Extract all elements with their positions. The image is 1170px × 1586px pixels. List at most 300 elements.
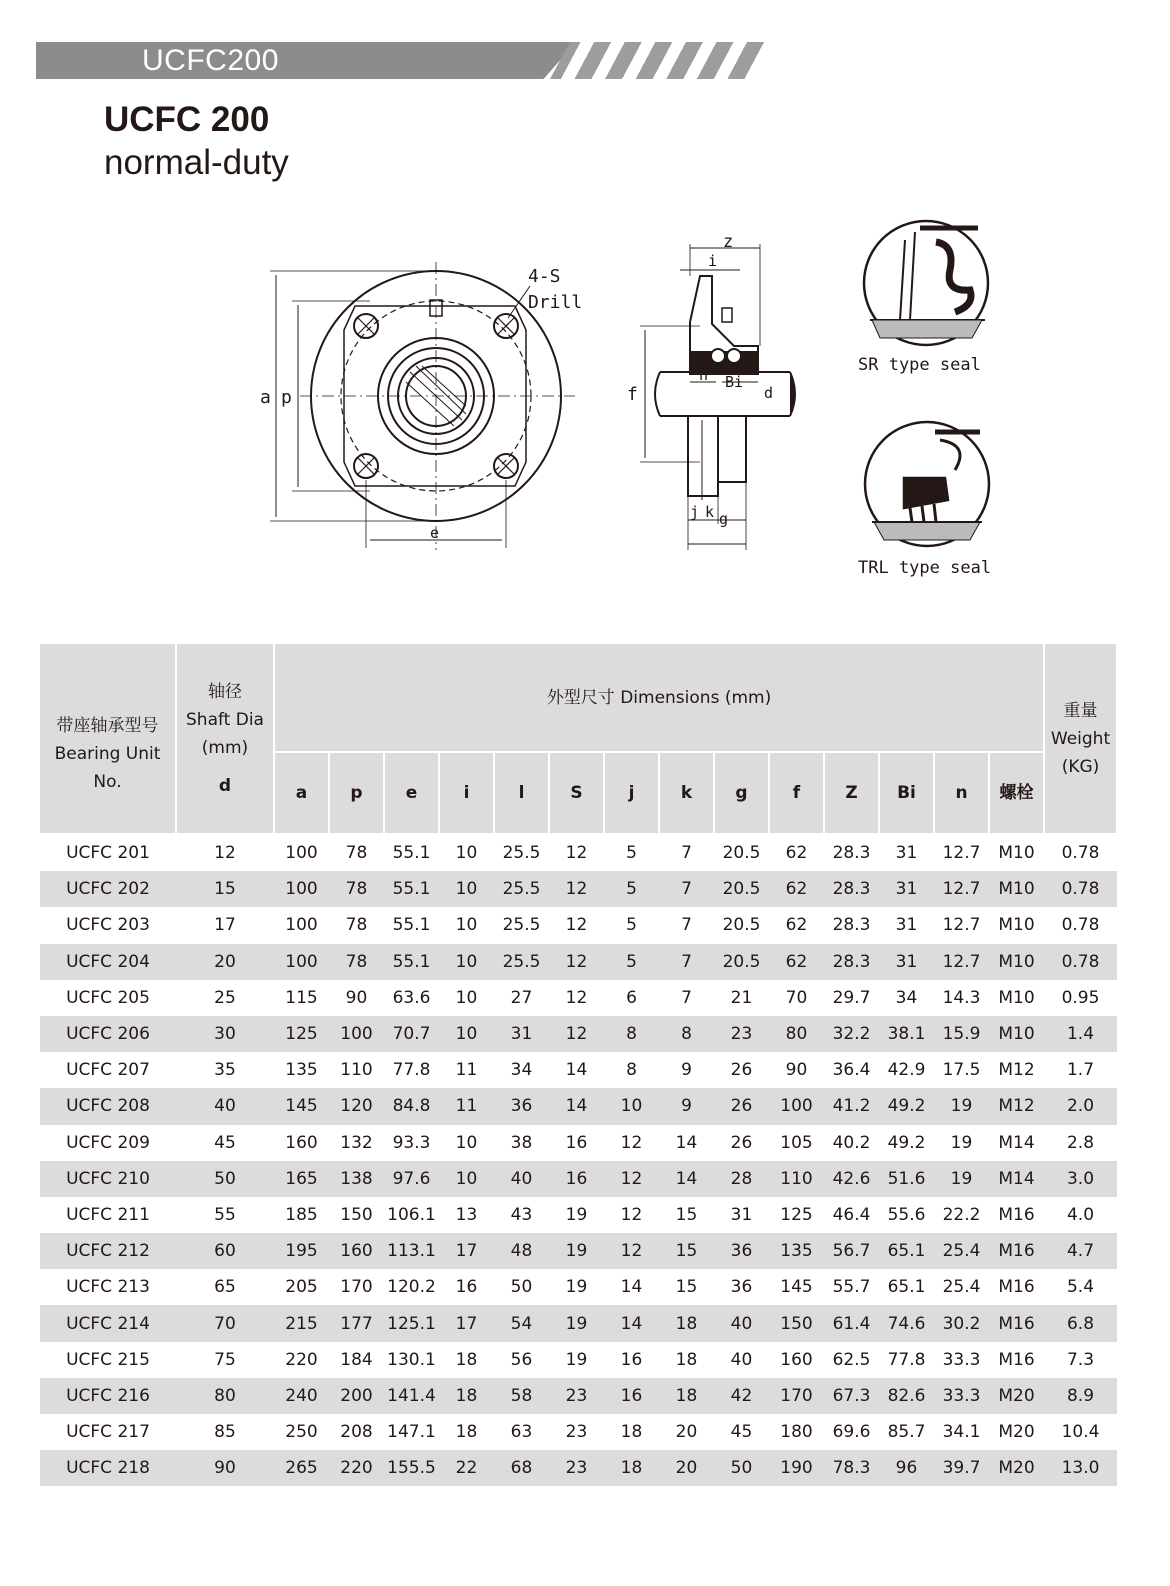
table-cell: 20.5 xyxy=(714,944,769,980)
table-cell: 36 xyxy=(730,1277,753,1298)
table-cell: 125.1 xyxy=(384,1305,439,1341)
table-cell: 45 xyxy=(214,1132,236,1153)
table-cell: 220 xyxy=(329,1450,384,1486)
table-cell: 35 xyxy=(214,1060,236,1081)
table-cell: 16 xyxy=(565,1132,588,1153)
dim-drill: Drill xyxy=(528,292,583,313)
table-cell: 1.4 xyxy=(1044,1016,1117,1052)
table-cell: 40 xyxy=(494,1161,549,1197)
table-row xyxy=(40,1233,1117,1269)
table-cell: 12 xyxy=(565,987,588,1008)
table-cell: 115 xyxy=(285,987,318,1008)
table-cell: 50 xyxy=(510,1277,533,1298)
section-banner-label: UCFC200 xyxy=(142,44,279,77)
table-row xyxy=(40,1125,1117,1161)
table-cell: 5 xyxy=(604,871,659,907)
table-cell: 31 xyxy=(879,944,934,980)
table-cell: 177 xyxy=(329,1305,384,1341)
table-cell: 20 xyxy=(659,1450,714,1486)
table-cell: 7 xyxy=(681,987,692,1008)
table-cell: 14 xyxy=(659,1161,714,1197)
table-cell: 10 xyxy=(439,1016,494,1052)
table-cell: 13 xyxy=(455,1204,478,1225)
table-cell-model: UCFC 206 xyxy=(40,1016,176,1052)
trl-seal-detail xyxy=(865,422,989,546)
table-cell: 2.0 xyxy=(1044,1088,1117,1124)
table-cell: 55.7 xyxy=(832,1277,871,1298)
table-cell: 208 xyxy=(340,1422,373,1443)
table-cell: 10.4 xyxy=(1061,1422,1100,1443)
table-cell: 43 xyxy=(510,1204,533,1225)
table-cell: 100 xyxy=(329,1016,384,1052)
dim-k: k xyxy=(705,503,715,521)
table-cell: 6.8 xyxy=(1044,1305,1117,1341)
table-row xyxy=(40,980,1117,1016)
table-cell-model: UCFC 202 xyxy=(40,871,176,907)
table-cell-model: UCFC 208 xyxy=(40,1088,176,1124)
table-cell: 41.2 xyxy=(824,1088,879,1124)
table-cell: 7 xyxy=(659,871,714,907)
table-cell: 190 xyxy=(769,1450,824,1486)
header-col: e xyxy=(384,752,439,834)
header-col: g xyxy=(714,752,769,834)
table-cell: 62 xyxy=(785,915,808,936)
table-cell: 5.4 xyxy=(1066,1277,1095,1298)
table-cell: 26 xyxy=(730,1060,753,1081)
table-cell: 150 xyxy=(769,1305,824,1341)
table-cell: 30 xyxy=(176,1016,274,1052)
table-cell: 33.3 xyxy=(934,1378,989,1414)
table-cell: 18 xyxy=(659,1305,714,1341)
dim-holes: 4-S xyxy=(528,266,561,287)
table-cell: 51.6 xyxy=(879,1161,934,1197)
table-cell: 7 xyxy=(681,843,692,864)
table-cell: 19 xyxy=(934,1088,989,1124)
header-weight xyxy=(1044,644,1117,834)
table-row xyxy=(40,871,1117,907)
table-cell: 18 xyxy=(659,1378,714,1414)
table-cell: 10 xyxy=(604,1088,659,1124)
table-cell: 13.0 xyxy=(1044,1450,1117,1486)
table-cell: 65.1 xyxy=(879,1233,934,1269)
dimensions-table xyxy=(40,644,1118,1486)
table-cell: 36.4 xyxy=(832,1060,871,1081)
table-cell: 31 xyxy=(895,843,918,864)
table-cell: 39.7 xyxy=(934,1450,989,1486)
table-cell: 38 xyxy=(510,1132,533,1153)
table-cell: 100 xyxy=(274,944,329,980)
table-cell: 60 xyxy=(176,1233,274,1269)
table-cell: 54 xyxy=(494,1305,549,1341)
table-cell: 18 xyxy=(455,1349,478,1370)
table-cell: 9 xyxy=(681,1060,692,1081)
sr-seal-label: SR type seal xyxy=(858,355,981,375)
header-col: p xyxy=(329,752,384,834)
table-cell: 170 xyxy=(769,1378,824,1414)
table-cell: 22.2 xyxy=(942,1204,981,1225)
trl-seal-label: TRL type seal xyxy=(858,558,992,578)
table-row xyxy=(40,1378,1117,1414)
header-col: 螺栓 xyxy=(989,752,1044,834)
table-cell: 250 xyxy=(285,1422,318,1443)
table-cell: 29.7 xyxy=(832,987,871,1008)
table-cell: 25.5 xyxy=(494,871,549,907)
table-row xyxy=(40,1161,1117,1197)
table-cell: 61.4 xyxy=(824,1305,879,1341)
table-cell: 70.7 xyxy=(384,1016,439,1052)
table-cell: 14 xyxy=(549,1088,604,1124)
table-row xyxy=(40,1305,1117,1341)
table-cell: 11 xyxy=(439,1088,494,1124)
table-cell: 0.78 xyxy=(1061,843,1100,864)
header-col: Bi xyxy=(879,752,934,834)
table-cell: 0.78 xyxy=(1044,944,1117,980)
page-subtitle: normal-duty xyxy=(104,143,289,182)
table-cell: 20.5 xyxy=(714,871,769,907)
table-cell: 46.4 xyxy=(832,1204,871,1225)
header-shaft-mm: (mm) xyxy=(201,737,249,758)
table-cell: M14 xyxy=(989,1161,1044,1197)
table-cell: M16 xyxy=(998,1204,1035,1225)
table-cell: M16 xyxy=(989,1305,1044,1341)
table-cell: 62.5 xyxy=(832,1349,871,1370)
table-cell: 200 xyxy=(329,1378,384,1414)
table-cell-model: UCFC 207 xyxy=(66,1060,150,1081)
table-cell: 0.78 xyxy=(1044,871,1117,907)
table-cell: 138 xyxy=(329,1161,384,1197)
table-cell: 49.2 xyxy=(879,1088,934,1124)
table-row xyxy=(40,907,1117,943)
header-shaft-sym: d xyxy=(218,775,232,796)
table-cell: 10 xyxy=(439,1161,494,1197)
table-cell: 265 xyxy=(274,1450,329,1486)
table-cell: 12.7 xyxy=(942,843,981,864)
table-cell: 77.8 xyxy=(887,1349,926,1370)
table-cell: 16 xyxy=(455,1277,478,1298)
table-cell: 12 xyxy=(214,843,236,864)
table-cell: 28.3 xyxy=(824,944,879,980)
table-cell: 26 xyxy=(714,1088,769,1124)
table-cell-model: UCFC 210 xyxy=(40,1161,176,1197)
table-cell: 42 xyxy=(714,1378,769,1414)
table-cell: 8 xyxy=(626,1060,637,1081)
table-cell: 14.3 xyxy=(942,987,981,1008)
table-cell: 0.78 xyxy=(1061,915,1100,936)
table-cell: 160 xyxy=(285,1132,318,1153)
table-cell: 135 xyxy=(285,1060,318,1081)
dim-p: p xyxy=(281,387,292,408)
table-cell: 215 xyxy=(274,1305,329,1341)
table-cell: 32.2 xyxy=(824,1016,879,1052)
table-cell: 20.5 xyxy=(722,843,761,864)
table-cell: 63.6 xyxy=(392,987,431,1008)
table-cell: 19 xyxy=(549,1233,604,1269)
table-cell: 11 xyxy=(455,1060,478,1081)
dim-f: f xyxy=(627,384,638,405)
table-cell: 33.3 xyxy=(942,1349,981,1370)
table-cell: 18 xyxy=(455,1422,478,1443)
table-cell: 12 xyxy=(565,843,588,864)
table-cell: 49.2 xyxy=(887,1132,926,1153)
dim-a: a xyxy=(260,387,271,408)
table-row xyxy=(40,1016,1117,1052)
table-cell: 125 xyxy=(274,1016,329,1052)
table-cell: 100 xyxy=(285,843,318,864)
table-cell: 26 xyxy=(730,1132,753,1153)
table-cell: 27 xyxy=(510,987,533,1008)
table-cell: 110 xyxy=(769,1161,824,1197)
table-cell: 15 xyxy=(176,871,274,907)
table-cell: 36 xyxy=(494,1088,549,1124)
table-cell: 145 xyxy=(780,1277,813,1298)
table-cell-model: UCFC 217 xyxy=(66,1422,150,1443)
header-weight-unit: (KG) xyxy=(1061,756,1100,777)
table-cell: 62 xyxy=(769,871,824,907)
table-cell: 77.8 xyxy=(392,1060,431,1081)
table-cell: M10 xyxy=(989,871,1044,907)
table-cell: 10 xyxy=(455,915,478,936)
table-cell: 40 xyxy=(714,1305,769,1341)
table-cell: 62 xyxy=(769,944,824,980)
table-cell: 5 xyxy=(626,915,637,936)
table-cell: 55.6 xyxy=(887,1204,926,1225)
table-cell: 12 xyxy=(604,1161,659,1197)
table-cell: 15 xyxy=(659,1233,714,1269)
header-col: Z xyxy=(824,752,879,834)
table-cell: 160 xyxy=(329,1233,384,1269)
table-cell: 58 xyxy=(494,1378,549,1414)
table-cell: 23 xyxy=(549,1450,604,1486)
table-cell: 90 xyxy=(176,1450,274,1486)
table-cell: 45 xyxy=(730,1422,753,1443)
table-cell: 170 xyxy=(340,1277,373,1298)
table-cell: 25 xyxy=(214,987,236,1008)
table-cell: 135 xyxy=(769,1233,824,1269)
table-cell: 19 xyxy=(565,1204,588,1225)
table-cell: 12.7 xyxy=(942,915,981,936)
dim-j: j xyxy=(690,503,700,521)
table-cell: 84.8 xyxy=(384,1088,439,1124)
table-row xyxy=(40,1052,1117,1088)
table-row xyxy=(40,1269,1117,1305)
table-cell-model: UCFC 201 xyxy=(66,843,150,864)
table-cell: 55.1 xyxy=(392,843,431,864)
table-cell-model: UCFC 218 xyxy=(40,1450,176,1486)
table-cell: 205 xyxy=(285,1277,318,1298)
table-row xyxy=(40,1197,1117,1233)
table-cell: M20 xyxy=(998,1422,1035,1443)
table-cell: 3.0 xyxy=(1044,1161,1117,1197)
table-cell: 28.3 xyxy=(832,915,871,936)
table-cell: 28 xyxy=(714,1161,769,1197)
dim-e: e xyxy=(430,524,440,542)
header-col: k xyxy=(659,752,714,834)
table-cell: 10 xyxy=(455,843,478,864)
table-cell: 12 xyxy=(549,1016,604,1052)
table-cell: 22 xyxy=(439,1450,494,1486)
table-cell: 14 xyxy=(675,1132,698,1153)
table-cell: M12 xyxy=(989,1088,1044,1124)
dim-g: g xyxy=(719,510,729,528)
table-cell: 17 xyxy=(214,915,236,936)
table-cell: 1.7 xyxy=(1066,1060,1095,1081)
table-cell: 80 xyxy=(176,1378,274,1414)
header-col: S xyxy=(549,752,604,834)
header-shaft-en: Shaft Dia xyxy=(186,709,264,730)
table-cell: 100 xyxy=(285,915,318,936)
table-cell: M16 xyxy=(998,1277,1035,1298)
table-cell: 147.1 xyxy=(387,1422,436,1443)
table-cell: 34.1 xyxy=(942,1422,981,1443)
table-cell: 82.6 xyxy=(879,1378,934,1414)
table-cell-model: UCFC 212 xyxy=(40,1233,176,1269)
table-row xyxy=(40,1088,1117,1124)
table-cell: 25.5 xyxy=(502,915,541,936)
table-cell: 48 xyxy=(494,1233,549,1269)
header-col: i xyxy=(439,752,494,834)
table-cell: 38.1 xyxy=(879,1016,934,1052)
table-cell: 78 xyxy=(345,915,368,936)
header-bearing-unit xyxy=(40,644,176,834)
header-unit-en2: No. xyxy=(93,771,122,792)
table-cell: 15.9 xyxy=(934,1016,989,1052)
table-cell: 93.3 xyxy=(392,1132,431,1153)
table-cell: 40.2 xyxy=(832,1132,871,1153)
table-cell: 155.5 xyxy=(384,1450,439,1486)
table-cell: 100 xyxy=(274,871,329,907)
table-cell: 21 xyxy=(730,987,753,1008)
table-cell: 56 xyxy=(510,1349,533,1370)
table-cell: 20.5 xyxy=(722,915,761,936)
table-cell: 2.8 xyxy=(1066,1132,1095,1153)
table-row xyxy=(40,944,1117,980)
table-cell: 19 xyxy=(565,1277,588,1298)
table-cell: 19 xyxy=(934,1161,989,1197)
table-cell: 97.6 xyxy=(384,1161,439,1197)
header-col: f xyxy=(769,752,824,834)
table-cell: 18 xyxy=(620,1422,643,1443)
header-unit-cn: 带座轴承型号 xyxy=(56,715,159,736)
table-cell: M14 xyxy=(998,1132,1035,1153)
table-cell: 55.1 xyxy=(392,915,431,936)
table-cell: 145 xyxy=(274,1088,329,1124)
header-weight-en: Weight xyxy=(1050,728,1111,749)
table-cell: 240 xyxy=(274,1378,329,1414)
table-cell: 15 xyxy=(675,1277,698,1298)
table-cell: 16 xyxy=(549,1161,604,1197)
dim-bi: Bi xyxy=(725,373,744,391)
table-cell: 50 xyxy=(714,1450,769,1486)
header-shaft-dia xyxy=(176,644,274,834)
table-cell: 90 xyxy=(345,987,368,1008)
table-cell-model: UCFC 216 xyxy=(40,1378,176,1414)
table-cell: 74.6 xyxy=(879,1305,934,1341)
page-title: UCFC 200 xyxy=(104,100,270,139)
table-cell: 31 xyxy=(879,871,934,907)
table-cell-model: UCFC 205 xyxy=(66,987,150,1008)
table-cell: 7.3 xyxy=(1066,1349,1095,1370)
table-cell: M10 xyxy=(998,987,1035,1008)
table-cell: 184 xyxy=(340,1349,373,1370)
table-cell: 18 xyxy=(675,1349,698,1370)
table-cell: 90 xyxy=(785,1060,808,1081)
table-cell: 10 xyxy=(455,1132,478,1153)
table-cell: 5 xyxy=(604,944,659,980)
table-cell: 34 xyxy=(895,987,918,1008)
table-cell: 78.3 xyxy=(824,1450,879,1486)
table-cell: 25.4 xyxy=(942,1277,981,1298)
table-cell: 17 xyxy=(439,1305,494,1341)
table-cell: M10 xyxy=(989,944,1044,980)
table-cell: 10 xyxy=(439,944,494,980)
table-cell: 12 xyxy=(620,1132,643,1153)
table-cell: 120.2 xyxy=(387,1277,436,1298)
table-cell: M20 xyxy=(989,1450,1044,1486)
table-cell: 23 xyxy=(565,1422,588,1443)
table-cell: 12.7 xyxy=(934,944,989,980)
table-cell: 28.3 xyxy=(832,843,871,864)
table-cell: 4.0 xyxy=(1066,1204,1095,1225)
table-cell: 19 xyxy=(549,1305,604,1341)
sr-seal-detail xyxy=(864,221,988,345)
table-cell: 120 xyxy=(329,1088,384,1124)
table-cell: 65 xyxy=(214,1277,236,1298)
table-cell: 12.7 xyxy=(934,871,989,907)
table-cell: 110 xyxy=(340,1060,373,1081)
table-cell: 5 xyxy=(626,843,637,864)
table-cell: 40 xyxy=(176,1088,274,1124)
table-cell: 50 xyxy=(176,1161,274,1197)
table-cell: 23 xyxy=(549,1378,604,1414)
table-cell: 100 xyxy=(769,1088,824,1124)
table-cell: 12 xyxy=(549,944,604,980)
table-cell: 16 xyxy=(604,1378,659,1414)
table-cell: 4.7 xyxy=(1044,1233,1117,1269)
table-cell: 85 xyxy=(214,1422,236,1443)
table-cell: 31 xyxy=(895,915,918,936)
table-cell: 12 xyxy=(565,915,588,936)
table-cell: 78 xyxy=(329,871,384,907)
table-cell: 63 xyxy=(510,1422,533,1443)
table-cell: 25.5 xyxy=(494,944,549,980)
table-cell: 130.1 xyxy=(387,1349,436,1370)
table-cell: M10 xyxy=(998,915,1035,936)
table-cell: 80 xyxy=(769,1016,824,1052)
table-cell: 15 xyxy=(675,1204,698,1225)
table-cell: 19 xyxy=(950,1132,973,1153)
header-unit-en1: Bearing Unit xyxy=(54,743,161,764)
table-cell: 141.4 xyxy=(384,1378,439,1414)
table-cell: 70 xyxy=(785,987,808,1008)
table-cell: 0.95 xyxy=(1061,987,1100,1008)
table-cell: 68 xyxy=(494,1450,549,1486)
table-cell: 6 xyxy=(626,987,637,1008)
table-cell: 25.4 xyxy=(934,1233,989,1269)
table-cell: 150 xyxy=(340,1204,373,1225)
table-cell: 7 xyxy=(659,944,714,980)
table-cell: 160 xyxy=(780,1349,813,1370)
table-cell: 14 xyxy=(604,1305,659,1341)
table-cell: 20 xyxy=(176,944,274,980)
table-cell: 69.6 xyxy=(832,1422,871,1443)
table-cell: 23 xyxy=(714,1016,769,1052)
table-cell: M12 xyxy=(998,1060,1035,1081)
table-cell: 10 xyxy=(455,987,478,1008)
table-cell-model: UCFC 204 xyxy=(40,944,176,980)
table-cell: 62 xyxy=(785,843,808,864)
table-cell: 65.1 xyxy=(887,1277,926,1298)
table-cell: 12 xyxy=(549,871,604,907)
